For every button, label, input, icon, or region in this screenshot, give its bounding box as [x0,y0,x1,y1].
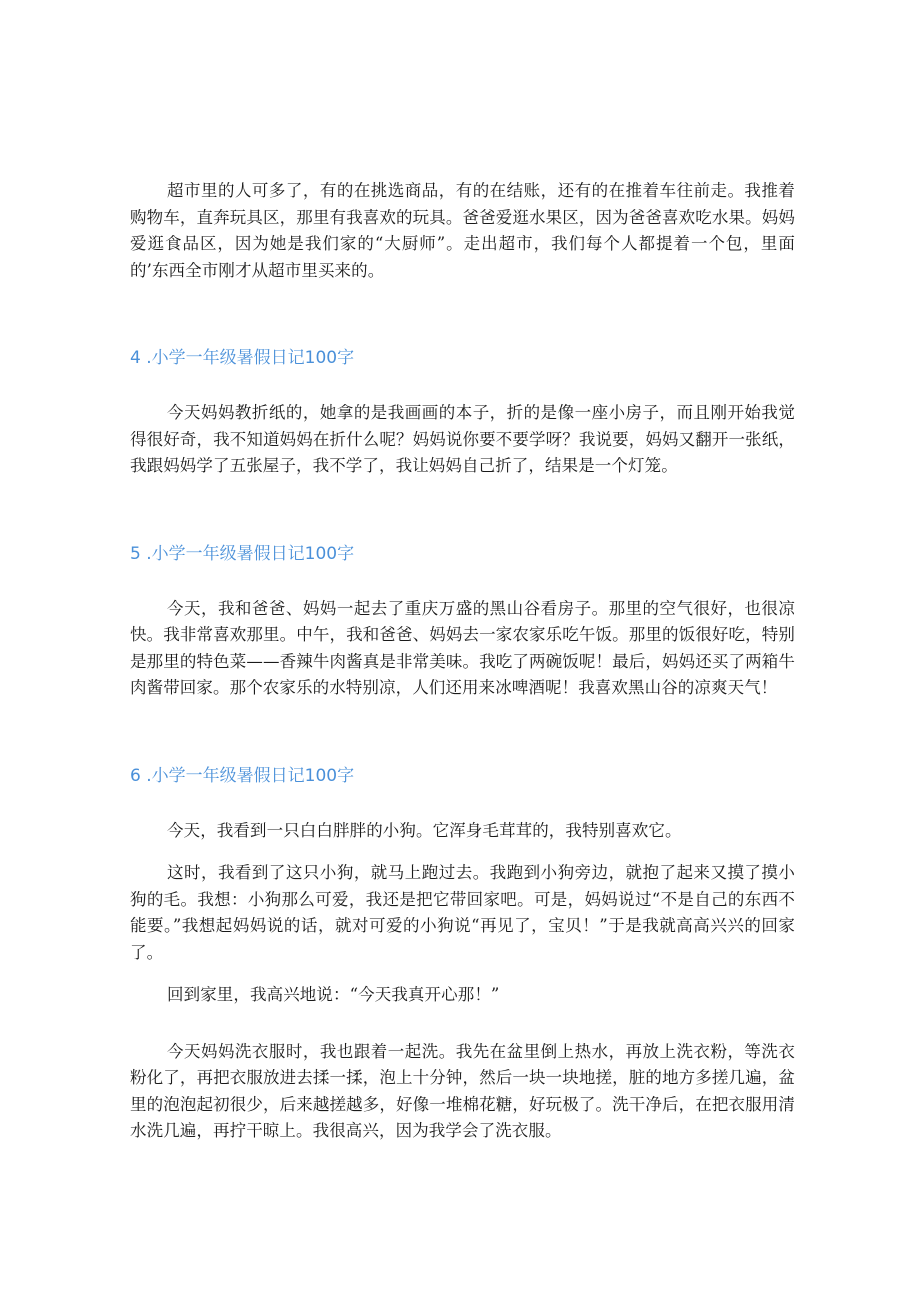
section-4-heading: 4 .小学一年级暑假日记100字 [130,348,355,368]
section-6-heading: 6 .小学一年级暑假日记100字 [130,765,355,786]
section-6-paragraph-1: 今天，我看到一只白白胖胖的小狗。它浑身毛茸茸的，我特别喜欢它。 [167,820,682,840]
section-5-paragraph: 今天，我和爸爸、妈妈一起去了重庆万盛的黑山谷看房子。那里的空气很好，也很凉快。我非常喜欢那里。中午，我和爸爸、妈妈去一家农家乐吃午饭。那里的饭很好吃，特别是那里的特色菜——香辣牛肉酱真是非常美味。我吃了两碗饭呢！最后，妈妈还买了两箱牛肉酱带回家。那个农家乐的水特别凉，人们还用来冰啤酒呢！我喜欢黑山谷的凉爽天气！ [130,598,795,697]
document-page [130,178,795,1145]
section-6-paragraph-3: 回到家里，我高兴地说：“今天我真开心那！” [167,985,500,1004]
intro-paragraph: 超市里的人可多了，有的在挑选商品，有的在结账，还有的在推着车往前走。我推着购物车，直奔玩具区，那里有我喜欢的玩具。爸爸爱逛水果区，因为爸爸喜欢吃水果。妈妈爱逛食品区，因为她是我们家的“大厨师”。走出超市，我们每个人都提着一个包，里面的’东西全市刚才从超市里买来的。 [130,181,795,280]
section-6-paragraph-2: 这时，我看到了这只小狗，就马上跑过去。我跑到小狗旁边，就抱了起来又摸了摸小狗的毛。我想：小狗那么可爱，我还是把它带回家吧。可是，妈妈说过“不是自己的东西不能要。”我想起妈妈说的话，就对可爱的小狗说“再见了，宝贝！”于是我就高高兴兴的回家了。 [130,863,795,962]
section-4-paragraph: 今天妈妈教折纸的，她拿的是我画画的本子，折的是像一座小房子，而且刚开始我觉得很好奇，我不知道妈妈在折什么呢？妈妈说你要不要学呀？我说要，妈妈又翻开一张纸，我跟妈妈学了五张屋子，我不学了，我让妈妈自己折了，结果是一个灯笼。 [130,403,795,475]
section-6-paragraph-4: 今天妈妈洗衣服时，我也跟着一起洗。我先在盆里倒上热水，再放上洗衣粉，等洗衣粉化了，再把衣服放进去揉一揉，泡上十分钟，然后一块一块地搓，脏的地方多搓几遍，盆里的泡泡起初很少，后来越搓越多，好像一堆棉花糖，好玩极了。洗干净后，在把衣服用清水洗几遍，再拧干晾上。我很高兴，因为我学会了洗衣服。 [130,1041,795,1140]
section-5-heading: 5 .小学一年级暑假日记100字 [130,543,355,564]
